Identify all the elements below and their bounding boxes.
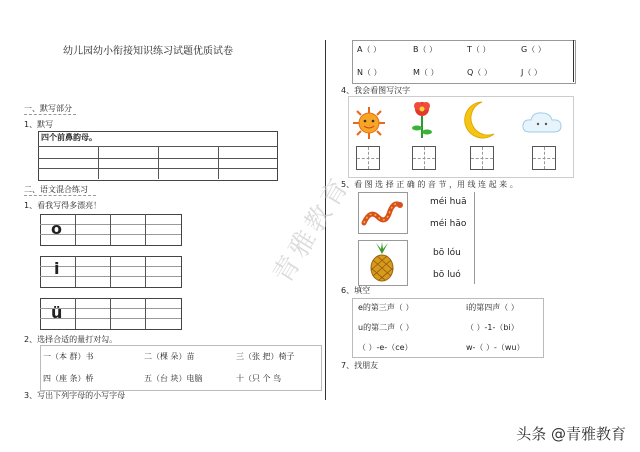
writing-box[interactable] (470, 146, 494, 170)
measure-item[interactable]: 三（张 把）椅子 (236, 352, 295, 361)
letter-cell[interactable]: J（ ） (521, 68, 542, 77)
pineapple-icon (364, 242, 400, 282)
page-title: 幼儿园幼小衔接知识练习试题优质试卷 (63, 46, 233, 57)
pinyin-option[interactable]: méi huā (430, 197, 467, 207)
measure-item[interactable]: 二（棵 朵）苗 (144, 352, 195, 361)
letter-cell[interactable]: M（ ） (413, 68, 439, 77)
table-edge (573, 40, 574, 82)
fill-item[interactable]: （ ）-e-（ce） (358, 343, 413, 352)
sun-icon (352, 106, 386, 140)
letter-cell[interactable]: A（ ） (357, 45, 382, 54)
snake-icon (360, 195, 404, 229)
writing-box[interactable] (412, 146, 436, 170)
underline (24, 195, 96, 196)
pinyin-option[interactable]: méi hāo (430, 219, 467, 229)
grid-line (98, 146, 99, 179)
footer-credit: 头条 @青雅教育 (516, 425, 626, 443)
section-1-heading: 一、默写部分 (24, 104, 72, 113)
grid-line (218, 146, 219, 179)
letter-cell[interactable]: T（ ） (467, 45, 491, 54)
section-6: 6、填空 (341, 286, 371, 295)
measure-item[interactable]: 十（只 个 鸟 (236, 374, 282, 383)
fill-item[interactable]: （ ）-1-（bi） (466, 323, 519, 332)
section-5: 5、看 图 选 择 正 确 的 音 节 ，用 线 连 起 来 。 (341, 180, 518, 189)
letter-u-umlaut: ü (51, 303, 63, 322)
grid-line (158, 146, 159, 179)
section-2-2: 2、选择合适的量打对勾。 (24, 335, 118, 344)
section-1-1: 1、默写 (24, 120, 54, 129)
letter-cell[interactable]: B（ ） (413, 45, 438, 54)
pinyin-option[interactable]: bō luó (433, 270, 461, 280)
fill-item[interactable]: e的第三声（ ） (358, 303, 414, 312)
moon-icon (460, 100, 496, 140)
match-border (474, 192, 475, 284)
measure-item[interactable]: 一（本 群）书 (43, 352, 94, 361)
write-prompt: 四个前鼻韵母。 (41, 133, 97, 142)
measure-item[interactable]: 四（座 条）桥 (43, 374, 94, 383)
section-4: 4、我会看图写汉字 (341, 86, 411, 95)
writing-box[interactable] (356, 146, 380, 170)
fill-item[interactable]: i的第四声（ ） (466, 303, 519, 312)
fill-item[interactable]: u的第二声（ ） (358, 323, 414, 332)
letter-cell[interactable]: G（ ） (521, 45, 546, 54)
letter-i: i (54, 259, 60, 278)
section-2-1: 1、看我写得多漂亮！ (24, 201, 102, 210)
cloud-icon (520, 108, 564, 136)
letter-cell[interactable]: N（ ） (357, 68, 382, 77)
fill-item[interactable]: w-（ ）-（wu） (466, 343, 525, 352)
underline (24, 114, 76, 115)
section-2-heading: 二、语文混合练习 (24, 185, 88, 194)
letter-o: o (51, 219, 62, 238)
pinyin-option[interactable]: bō lóu (433, 248, 461, 258)
measure-item[interactable]: 五（台 块）电脑 (144, 374, 203, 383)
section-2-3: 3、写出下列字母的小写字母 (24, 391, 126, 400)
writing-box[interactable] (532, 146, 556, 170)
letter-cell[interactable]: Q（ ） (467, 68, 492, 77)
watermark: 青雅教育 (267, 170, 357, 289)
section-7: 7、找朋友 (341, 361, 379, 370)
flower-icon (408, 100, 436, 140)
